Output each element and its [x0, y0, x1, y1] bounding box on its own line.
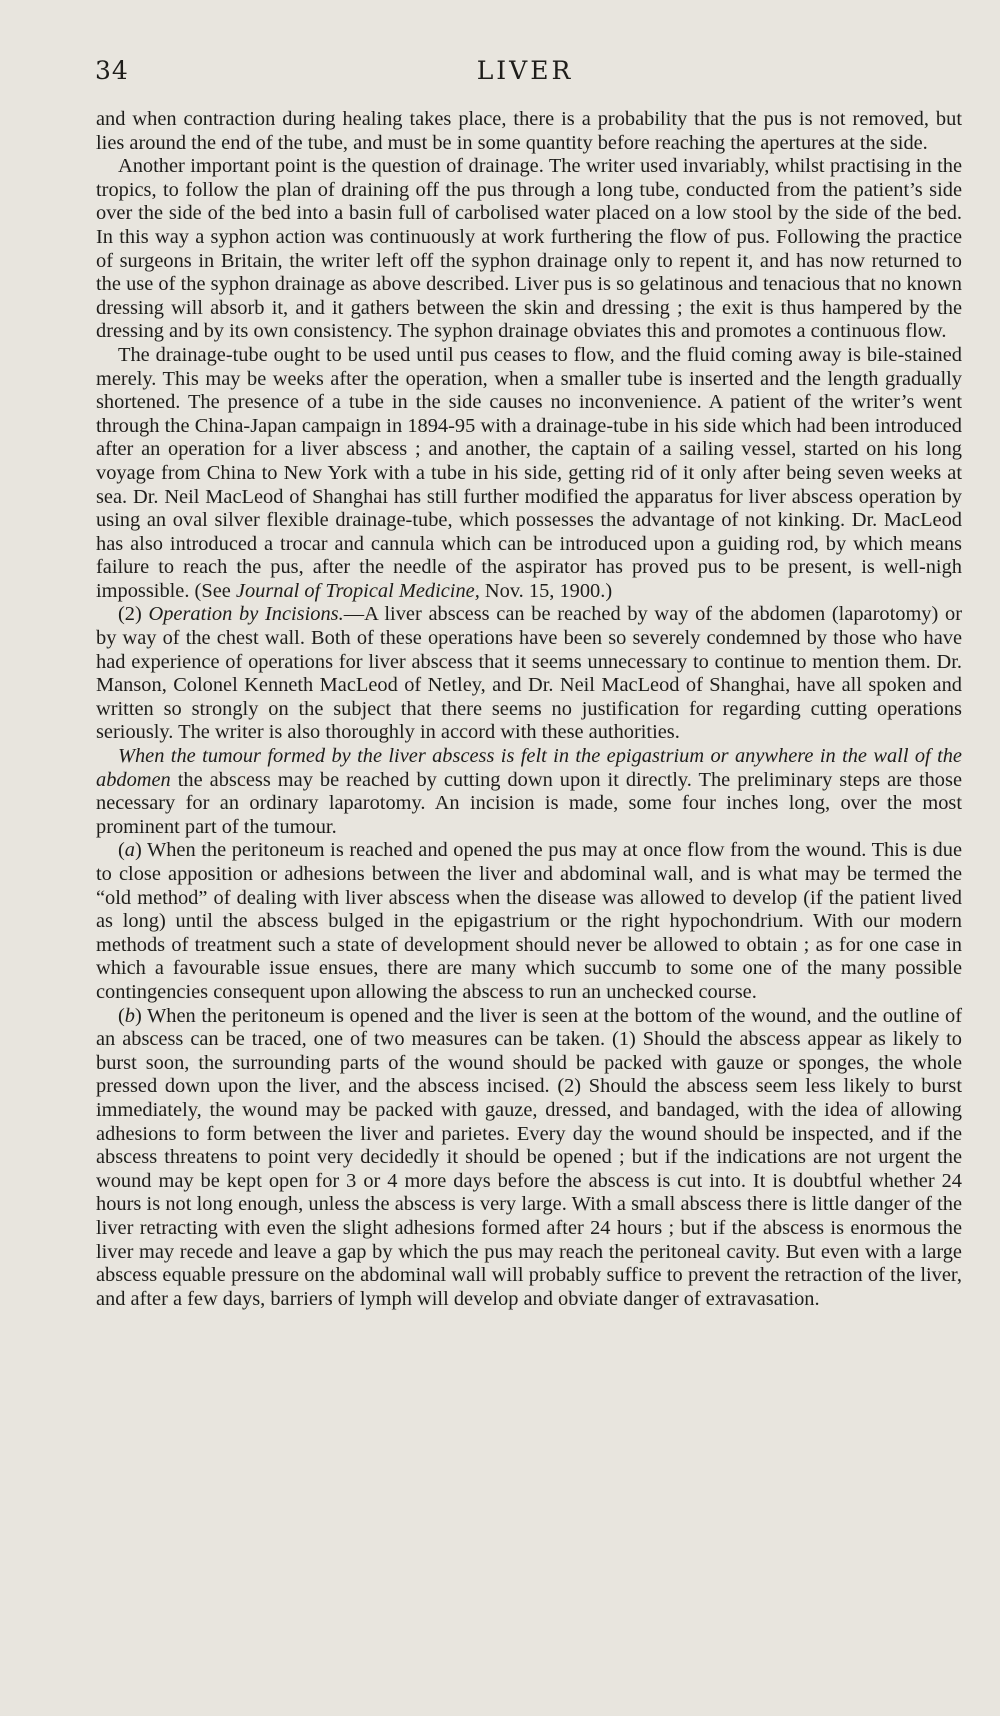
- paragraph: [96, 745, 962, 839]
- text-run: ) When the peritoneum is reached and opened the pus may at once flow from the wound. This is due to close apposition or adhesions between the liver and abdominal wall, and is what may be termed the “old method” of dealing with liver abscess when the disease was allowed to develop (if the patient lived as long) until the abscess bulged in the epigastrium or the right hypochondrium. With our modern methods of treatment such a state of development should never be allowed to obtain ; as for one case in which a favourable issue ensues, there are many which succumb to some one of the many possible contingencies consequent upon allowing the abscess to run an unchecked course.: [96, 839, 962, 1003]
- text-run: Nov. 15, 1900.): [479, 579, 613, 602]
- italic-text-run: b: [124, 1004, 135, 1027]
- paragraph: [96, 155, 962, 344]
- italic-text-run: Operation by Incisions.: [148, 603, 344, 626]
- paragraph: [96, 839, 962, 1004]
- page-header: [95, 50, 955, 94]
- page-number: 34: [95, 56, 129, 85]
- italic-text-run: a: [124, 839, 135, 862]
- text-run: ) When the peritoneum is opened and the liver is seen at the bottom of the wound, and the outline of an abscess can be traced, one of two measures can be taken. (1) Should the abscess appear as likely to burst soon, the surrounding parts of the wound should be packed with gauze or sponges, the whole pressed down upon the liver, and the abscess incised. (2) Should the abscess seem less likely to burst immediately, the wound may be packed with gauze, dressed, and bandaged, with the idea of allowing adhesions to form between the liver and parietes. Every day the wound should be inspected, and if the abscess threatens to point very decidedly it should be opened ; but if the indications are not urgent the wound may be kept open for 3 or 4 more days before the abscess is cut into. It is doubtful whether 24 hours is not long enough, unless the abscess is very large. With a small abscess there is little danger of the liver retracting with even the slight adhesions formed after 24 hours ; but if the abscess is enormous the liver may recede and leave a gap by which the pus may reach the peritoneal cavity. But even with a large abscess equable pressure on the abdominal wall will probably suffice to prevent the retraction of the liver, and after a few days, barriers of lymph will develop and obviate danger of extravasation.: [96, 1004, 962, 1310]
- text-run: The drainage-tube ought to be used until pus ceases to flow, and the fluid coming away is bile-stained merely. This may be weeks after the operation, when a smaller tube is inserted and the length gradually shortened. The presence of a tube in the side causes no inconvenience. A patient of the writer’s went through the China-Japan campaign in 1894-95 with a drainage-tube in his side which had been introduced after an operation for a liver abscess ; and another, the captain of a sailing vessel, started on his long voyage from China to New York with a tube in his side, getting rid of it only after being seven weeks at sea. Dr. Neil MacLeod of Shanghai has still further modified the apparatus for liver abscess operation by using an oval silver flexible drainage-tube, which possesses the advantage of not kinking. Dr. MacLeod has also introduced a trocar and cannula which can be introduced upon a guiding rod, by which means failure to reach the pus, after the needle of the aspirator has proved pus to be present, is well-nigh impossible. (See: [96, 343, 962, 602]
- text-run: the abscess may be reached by cutting down upon it directly. The preliminary steps are those necessary for an ordinary laparotomy. An incision is made, some four inches long, over the most prominent part of the tumour.: [96, 768, 962, 838]
- text-run: Another important point is the question of drainage. The writer used invariably, whilst practising in the tropics, to follow the plan of draining off the pus through a long tube, conducted from the patient’s side over the side of the bed into a basin full of carbolised water placed on a low stool by the side of the bed. In this way a syphon action was continuously at work furthering the flow of pus. Following the practice of surgeons in Britain, the writer left off the syphon drainage only to repent it, and has now returned to the use of the syphon drainage as above described. Liver pus is so gelatinous and tenacious that no known dressing will absorb it, and it gathers between the skin and dressing ; the exit is thus hampered by the dressing and by its own consistency. The syphon drainage obviates this and promotes a continuous flow.: [96, 155, 962, 343]
- italic-text-run: When the tumour formed by the liver abscess is felt in the epigastrium or anywhere in the wall of the abdomen: [96, 745, 962, 791]
- paragraph: [96, 603, 962, 745]
- paragraph: [96, 344, 962, 604]
- text-run: (2): [118, 603, 149, 626]
- text-run: (: [118, 839, 125, 862]
- running-head: LIVER: [476, 56, 574, 85]
- text-run: (: [118, 1004, 125, 1027]
- text-run: —A liver abscess can be reached by way of the abdomen (laparotomy) or by way of the chest wall. Both of these operations have been so severely condemned by those who have had experience of operations for liver abscess that it seems unnecessary to continue to mention them. Dr. Manson, Colonel Kenneth MacLeod of Netley, and Dr. Neil MacLeod of Shanghai, have all spoken and written so strongly on the subject that there seems no justification for regarding cutting operations seriously. The writer is also thoroughly in accord with these authorities.: [96, 603, 962, 744]
- text-run: and when contraction during healing takes place, there is a probability that the pus is not removed, but lies around the end of the tube, and must be in some quantity before reaching the apertures at the side.: [96, 108, 962, 154]
- italic-text-run: Journal of Tropical Medicine,: [235, 579, 480, 602]
- paragraph: [96, 1005, 962, 1312]
- paragraph: [96, 108, 962, 155]
- body-text: [96, 108, 962, 1311]
